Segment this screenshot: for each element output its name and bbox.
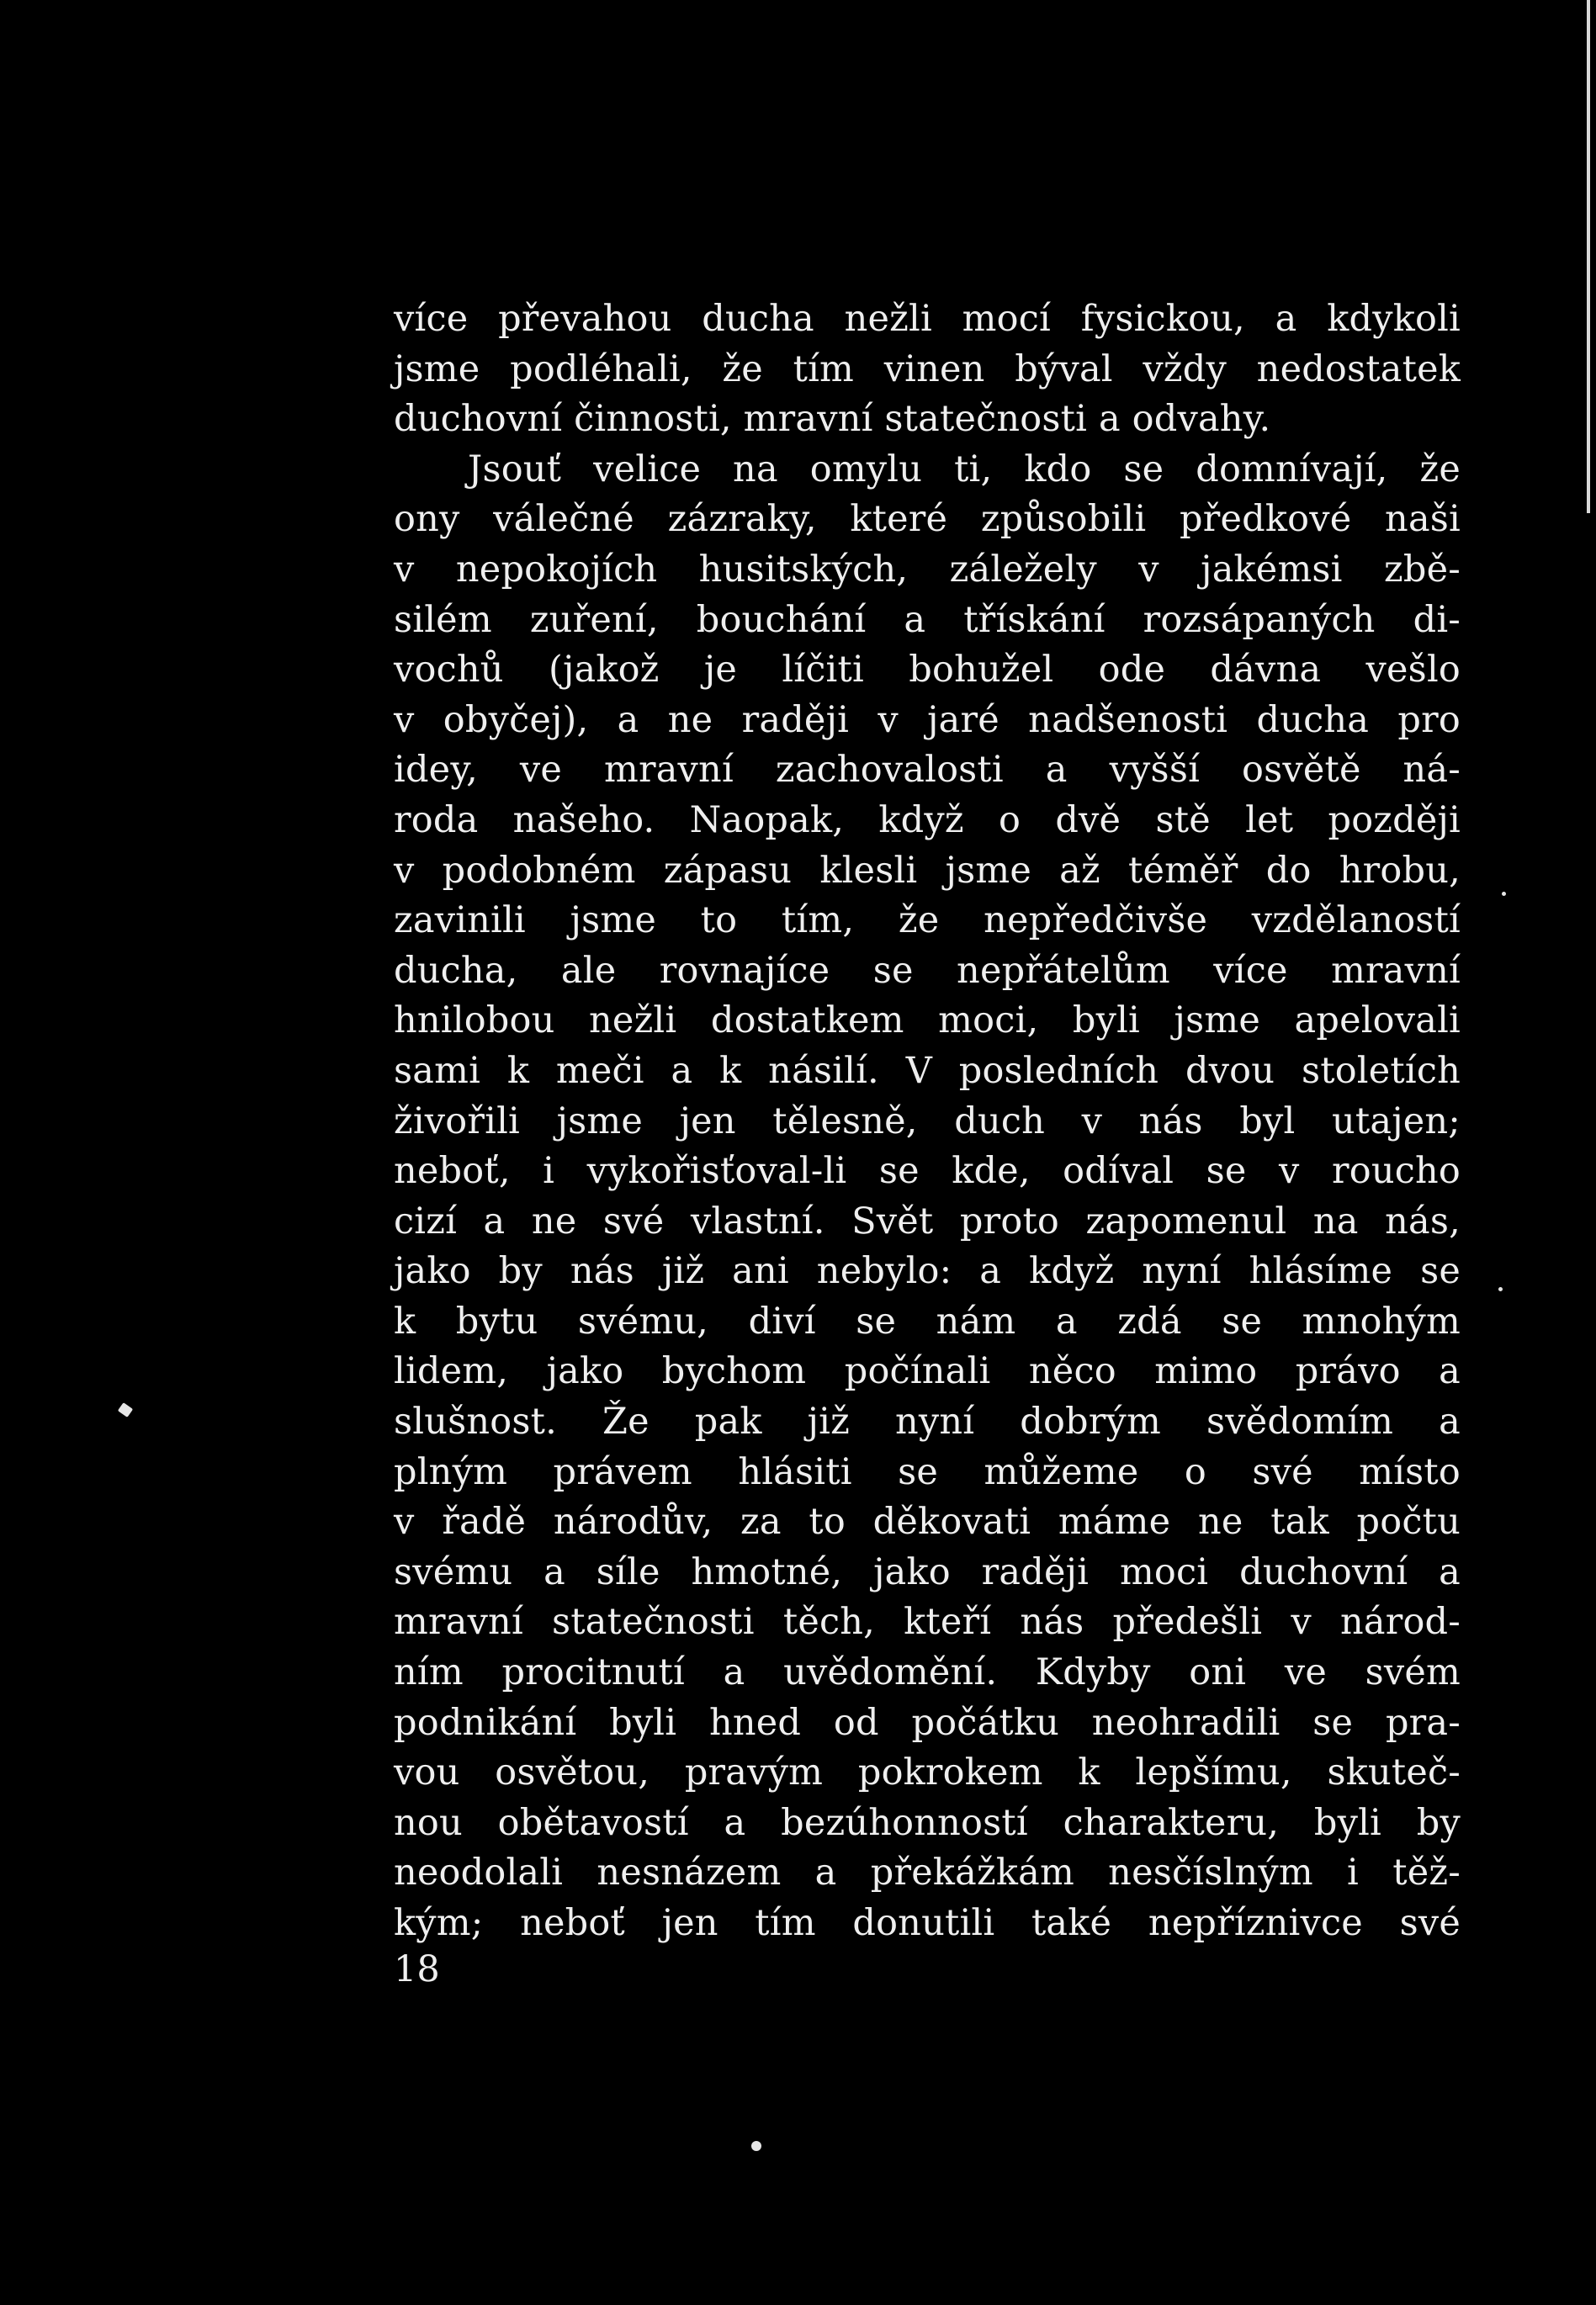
text-line: cizí a ne své vlastní. Svět proto zapomenul na nás, [394,1200,1461,1243]
text-line: svému a síle hmotné, jako raději moci duchovní a [394,1550,1461,1593]
text-line: jsme podléhali, že tím vinen býval vždy nedostatek [394,347,1461,390]
scan-speck [1502,892,1506,896]
text-line: živořili jsme jen tělesně, duch v nás byl utajen; [394,1100,1461,1142]
text-line: v nepokojích husitských, záležely v jakémsi zbě- [394,548,1461,591]
page-number: 18 [394,1948,440,1990]
text-line: plným právem hlásiti se můžeme o své místo [394,1450,1461,1493]
text-line: ním procitnutí a uvědomění. Kdyby oni ve svém [394,1651,1461,1694]
text-line: vou osvětou, pravým pokrokem k lepšímu, skuteč- [394,1751,1461,1794]
text-line: ducha, ale rovnajíce se nepřátelům více mravní [394,949,1461,992]
text-line: v obyčej), a ne raději v jaré nadšenosti ducha pro [394,698,1461,741]
text-line: lidem, jako bychom počínali něco mimo právo a [394,1350,1461,1393]
text-line: v podobném zápasu klesli jsme až téměř do hrobu, [394,849,1461,892]
page-edge-line [1587,0,1590,513]
text-line: kým; neboť jen tím donutili také nepříznivce své [394,1902,1461,1944]
text-line: slušnost. Že pak již nyní dobrým svědomím a [394,1401,1461,1444]
text-line: idey, ve mravní zachovalosti a vyšší osvětě ná- [394,749,1461,792]
text-line: sami k meči a k násilí. V posledních dvou stoletích [394,1049,1461,1092]
scan-speck [118,1402,133,1417]
body-text [394,294,1461,1949]
scan-speck [1498,1287,1503,1291]
text-line: vochů (jakož je líčiti bohužel ode dávna vešlo [394,649,1461,692]
text-line: roda našeho. Naopak, když o dvě stě let později [394,798,1461,841]
text-line: silém zuření, bouchání a třískání rozsápaných di- [394,598,1461,641]
text-line: mravní statečnosti těch, kteří nás předešli v národ- [394,1601,1461,1644]
text-line: neodolali nesnázem a překážkám nesčíslným i těž- [394,1852,1461,1894]
text-line: duchovní činnosti, mravní statečnosti a odvahy. [394,398,1271,441]
text-line: nou obětavostí a bezúhonností charakteru, byli by [394,1801,1461,1844]
text-line: neboť, i vykořisťoval-li se kde, odíval se v roucho [394,1150,1461,1193]
text-line: v řadě národův, za to děkovati máme ne tak počtu [394,1501,1461,1544]
text-line: ony válečné zázraky, které způsobili předkové naši [394,498,1461,541]
text-line: podnikání byli hned od počátku neohradili se pra- [394,1701,1461,1744]
text-line: Jsouť velice na omylu ti, kdo se domnívají, že [468,448,1461,490]
text-line: více převahou ducha nežli mocí fysickou, a kdykoli [394,298,1461,340]
text-line: jako by nás již ani nebylo: a když nyní hlásíme se [394,1250,1461,1293]
scan-speck [751,2141,761,2151]
text-line: zavinili jsme to tím, že nepředčivše vzdělaností [394,899,1461,942]
text-line: k bytu svému, diví se nám a zdá se mnohým [394,1300,1461,1343]
text-line: hnilobou nežli dostatkem moci, byli jsme apelovali [394,999,1461,1042]
